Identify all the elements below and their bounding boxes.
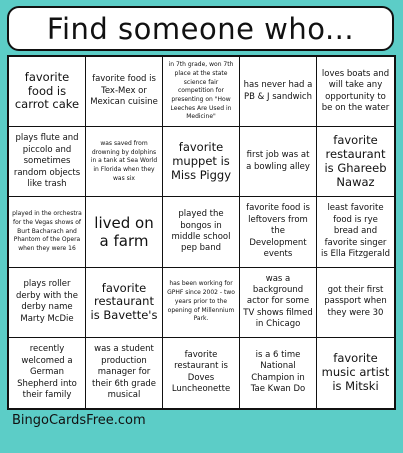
bingo-cell[interactable]: favorite food is carrot cake	[9, 57, 86, 127]
bingo-cell[interactable]: in 7th grade, won 7th place at the state science fair competition for presenting on "How Leeches Are Used in Medicine"	[163, 57, 240, 127]
bingo-cell[interactable]: plays roller derby with the derby name Marty McDie	[9, 268, 86, 338]
bingo-cell[interactable]: got their first passport when they were 30	[317, 268, 394, 338]
bingo-cell[interactable]: favorite restaurant is Bavette's	[86, 268, 163, 338]
bingo-cell[interactable]: played in the orchestra for the Vegas shows of Burt Bacharach and Phantom of the Opera when they were 16	[9, 197, 86, 267]
bingo-cell[interactable]: first job was at a bowling alley	[240, 127, 317, 197]
bingo-cell[interactable]: played the bongos in middle school pep band	[163, 197, 240, 267]
bingo-cell[interactable]: favorite food is Tex-Mex or Mexican cuisine	[86, 57, 163, 127]
bingo-cell[interactable]: favorite restaurant is Ghareeb Nawaz	[317, 127, 394, 197]
bingo-cell[interactable]: favorite food is leftovers from the Development events	[240, 197, 317, 267]
card-title-box	[7, 6, 394, 51]
bingo-cell[interactable]: favorite muppet is Miss Piggy	[163, 127, 240, 197]
bingo-cell[interactable]: has been working for GPHF since 2002 - two years prior to the opening of Millennium Park.	[163, 268, 240, 338]
bingo-cell[interactable]: plays flute and piccolo and sometimes random objects like trash	[9, 127, 86, 197]
site-credit: BingoCardsFree.com	[12, 413, 146, 428]
card-title: Find someone who...	[46, 11, 355, 46]
bingo-cell[interactable]: lived on a farm	[86, 197, 163, 267]
bingo-cell[interactable]: recently welcomed a German Shepherd into their family	[9, 338, 86, 408]
bingo-cell[interactable]: has never had a PB & J sandwich	[240, 57, 317, 127]
bingo-grid	[7, 55, 396, 410]
bingo-cell[interactable]: least favorite food is rye bread and favorite singer is Ella Fitzgerald	[317, 197, 394, 267]
bingo-cell[interactable]: is a 6 time National Champion in Tae Kwan Do	[240, 338, 317, 408]
bingo-cell[interactable]: was a student production manager for their 6th grade musical	[86, 338, 163, 408]
bingo-cell[interactable]: favorite music artist is Mitski	[321, 351, 390, 393]
bingo-cell[interactable]: was saved from drowning by dolphins in a tank at Sea World in Florida when they was six	[86, 127, 163, 197]
bingo-cell[interactable]: was a background actor for some TV shows filmed in Chicago	[240, 268, 317, 338]
bingo-cell[interactable]: loves boats and will take any opportunity to be on the water	[317, 57, 394, 127]
bingo-cell[interactable]: favorite restaurant is Doves Luncheonette	[163, 338, 240, 408]
